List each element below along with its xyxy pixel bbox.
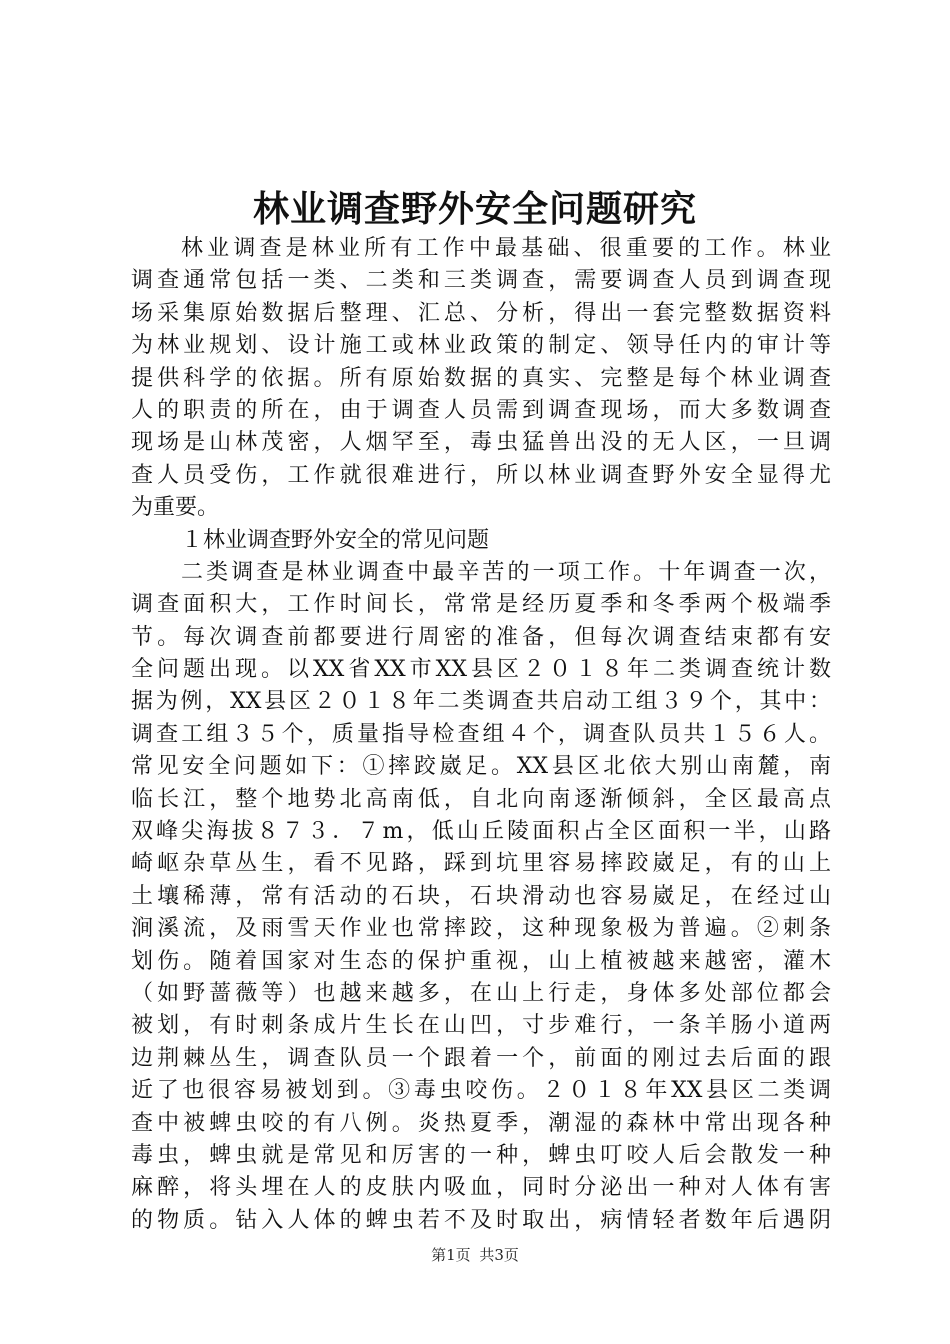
text-line: 临长江，整个地势北高南低，自北向南逐渐倾斜，全区最高点 xyxy=(131,786,831,812)
text-line: 涧溪流，及雨雪天作业也常摔跤，这种现象极为普遍。②刺条 xyxy=(131,916,831,942)
text-line: 调查通常包括一类、二类和三类调查，需要调查人员到调查现 xyxy=(131,268,831,294)
text-line: 场采集原始数据后整理、汇总、分析，得出一套完整数据资料 xyxy=(131,300,831,326)
text-line: 现场是山林茂密，人烟罕至，毒虫猛兽出没的无人区，一旦调 xyxy=(131,430,831,456)
page-footer xyxy=(0,1245,950,1265)
text-line: 麻醉，将头埋在人的皮肤内吸血，同时分泌出一种对人体有害 xyxy=(131,1175,831,1201)
text-line: 双峰尖海拔８７３．７m，低山丘陵面积占全区面积一半，山路 xyxy=(131,819,831,845)
text-line: 林业调查是林业所有工作中最基础、很重要的工作。林业 xyxy=(181,236,831,261)
text-line: 近了也很容易被划到。③毒虫咬伤。２０１８年XX县区二类调 xyxy=(131,1078,831,1104)
section-heading: １林业调查野外安全的常见问题 xyxy=(181,527,490,553)
text-line: 崎岖杂草丛生，看不见路，踩到坑里容易摔跤崴足，有的山上 xyxy=(131,851,831,877)
text-line: 提供科学的依据。所有原始数据的真实、完整是每个林业调查 xyxy=(131,365,831,391)
document-body xyxy=(131,233,831,1237)
text-line: 为林业规划、设计施工或林业政策的制定、领导任内的审计等 xyxy=(131,333,831,359)
text-line: 的物质。钻入人体的蜱虫若不及时取出，病情轻者数年后遇阴 xyxy=(131,1207,831,1233)
page-number: 第1页 xyxy=(431,1246,471,1264)
text-line: 查人员受伤，工作就很难进行，所以林业调查野外安全显得尤 xyxy=(131,462,831,488)
text-line: 毒虫，蜱虫就是常见和厉害的一种，蜱虫叮咬人后会散发一种 xyxy=(131,1142,831,1168)
text-line: 被划，有时刺条成片生长在山凹，寸步难行，一条羊肠小道两 xyxy=(131,1013,831,1039)
text-line: （如野蔷薇等）也越来越多，在山上行走，身体多处部位都会 xyxy=(131,980,831,1006)
text-line: 划伤。随着国家对生态的保护重视，山上植被越来越密，灌木 xyxy=(131,948,831,974)
text-line: 据为例，XX县区２０１８年二类调查共启动工组３９个，其中： xyxy=(131,689,831,715)
text-line: 全问题出现。以XX省XX市XX县区２０１８年二类调查统计数 xyxy=(131,657,831,683)
text-line: 边荆棘丛生，调查队员一个跟着一个，前面的刚过去后面的跟 xyxy=(131,1045,831,1071)
text-line: 土壤稀薄，常有活动的石块，石块滑动也容易崴足，在经过山 xyxy=(131,883,831,909)
text-line: 节。每次调查前都要进行周密的准备，但每次调查结束都有安 xyxy=(131,624,831,650)
text-line: 人的职责的所在，由于调查人员需到调查现场，而大多数调查 xyxy=(131,397,831,423)
text-line: 调查工组３５个，质量指导检查组４个，调查队员共１５６人。 xyxy=(131,721,831,747)
text-line: 调查面积大，工作时间长，常常是经历夏季和冬季两个极端季 xyxy=(131,592,831,618)
text-line: 二类调查是林业调查中最辛苦的一项工作。十年调查一次， xyxy=(181,559,831,585)
text-line: 查中被蜱虫咬的有八例。炎热夏季，潮湿的森林中常出现各种 xyxy=(131,1110,831,1136)
text-line: 常见安全问题如下：①摔跤崴足。XX县区北依大别山南麓，南 xyxy=(131,754,831,780)
page-total: 共3页 xyxy=(479,1246,519,1264)
text-line: 为重要。 xyxy=(131,495,220,521)
document-title: 林业调查野外安全问题研究 xyxy=(252,188,697,230)
